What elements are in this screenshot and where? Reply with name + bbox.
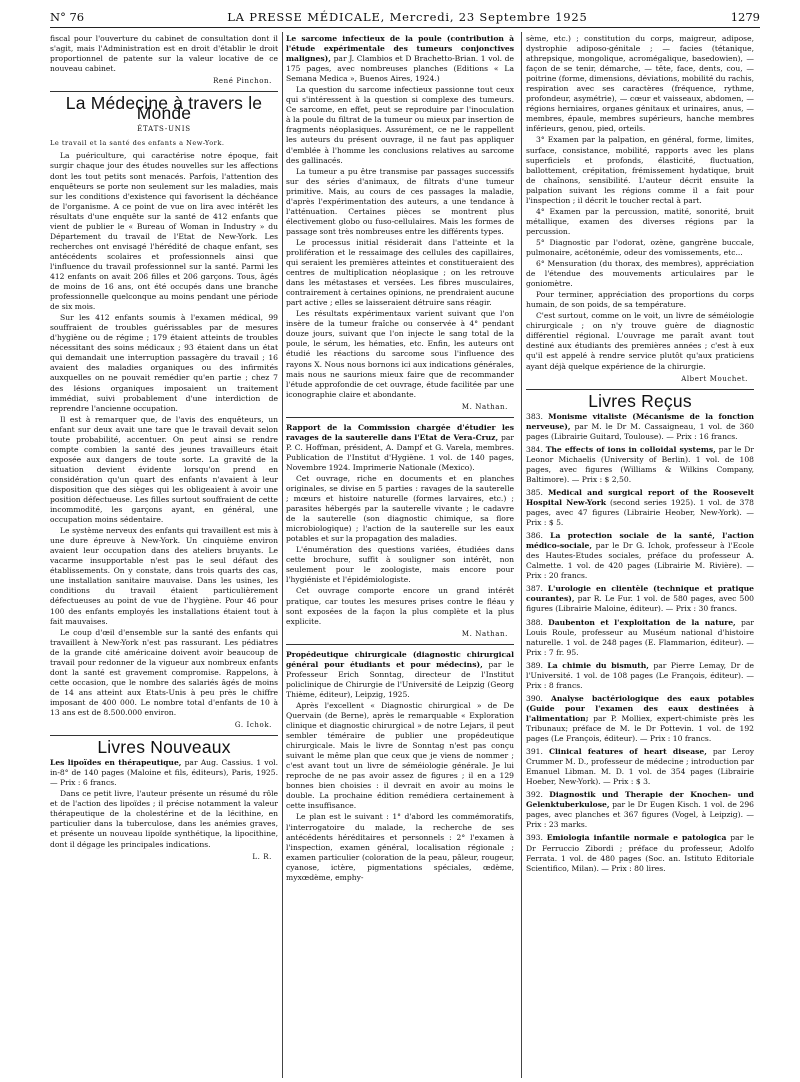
review-continuation: sème, etc.) ; constitution du corps, maigreur, adipose, dystrophie adiposo-génitale ; — facies (tétanique, athrepsique, mongolique, acromégalique, basedowien), — façon de se tenir, démarche, — tête, face, dents, cou, — poitrine (forme, dimensions, déviations, mobilité du rachis, respiration avec ses caractères (fréquence, rythme, profondeur, asymétrie), — cœur et vaisseaux, abdomen, — régions herniaires, organes génitaux et urinaires, anus, — membres, épaule, membres supérieurs, hanche membres inférieurs, genou, pied, orteils. xyxy=(526,34,754,134)
received-book-details: par P. Molliex, expert-chimiste près les Tribunaux; préface de M. le Dr Pottevin. 1 vol. de 192 pages (Le François, éditeur). — Prix : 10 francs. xyxy=(526,713,754,744)
review-paragraph: 4° Examen par la percussion, matité, sonorité, bruit métallique, examen des diverses régions par la percussion. xyxy=(526,206,754,236)
received-book-details: par Louis Roule, professeur au Muséum national d'histoire naturelle. 1 vol. de 248 pages (E. Flammarion, éditeur). — Prix : 7 fr. 95. xyxy=(526,617,754,657)
received-book-item xyxy=(526,488,754,528)
article-paragraph: Le coup d'œil d'ensemble sur la santé des enfants qui travaillent à New-York n'est pas rassurant. Les pédiatres de la grande cité américaine doivent avoir beaucoup de travail pour redonner de la vigueur aux nombreux enfants dont la santé est gravement compromise. Rappelons, à cette occasion, que le nombre des salariés âgés de moins de 14 ans atteint aux Etats-Unis à peu près le chiffre imposant de 400 000. Le nombre total d'enfants de 10 à 13 ans est de 8.500.000 environ. xyxy=(50,627,278,717)
review-paragraph: Le plan est le suivant : 1° d'abord les commémoratifs, l'interrogatoire du malade, la recherche de ses antécédents héréditaires et personnels : 2° l'examen à l'inspection, examen général, localisation régionale ; examen particulier (coloration de la peau, pâleur, rougeur, cyanose, ictère, pigmentations spéciales, œdème, myxœdème, emphy- xyxy=(286,812,514,882)
column-1 xyxy=(50,34,278,1078)
received-book-details: par Leroy Crummer M. D., professeur de médecine ; introduction par Emanuel Libman. M. D. 1 vol. de 354 pages (Librairie Hoeber, New-York). — Prix : $ 3. xyxy=(526,747,754,787)
article-rubric: Le travail et la santé des enfants a New-York. xyxy=(50,139,225,148)
received-books-list xyxy=(526,412,754,874)
review-1-meta: par J. Clambios et D Brachetto-Brian. 1 vol. de 175 pages, avec nombreuses planches (Editions « La Semana Medica », Buenos Aires, 1924.) xyxy=(286,54,514,84)
received-book-item xyxy=(526,618,754,658)
book-entry xyxy=(50,758,278,788)
book-meta: par Aug. Cassius. 1 vol. in-8° de 140 pages (Maloine et fils, éditeurs), Paris, 1925. — Prix : 6 francs. xyxy=(50,758,278,788)
received-book-number: 388. xyxy=(526,617,543,627)
article-signature: G. Ichok. xyxy=(234,721,272,730)
review-2-meta: par P. C. Hoffman, président, A. Dampf et G. Varela, membres. Publication de l'Institut d'Hygiène. 1 vol. de 140 pages, Novembre 1924. Imprimerie Nationale (Mexico). xyxy=(286,432,514,472)
received-book-number: 387. xyxy=(526,584,543,594)
received-book-details: (second series 1925). 1 vol. de 378 pages, avec 47 figures (Librairie Heober, New-York). — Prix : $ 5. xyxy=(526,498,754,528)
received-book-title: Monisme vitaliste (Mécanisme de la fonction nerveuse), xyxy=(526,411,754,431)
review-paragraph: 6° Mensuration (du thorax, des membres), appréciation de l'étendue des mouvements articulaires par le goniomètre. xyxy=(526,259,754,289)
received-book-item xyxy=(526,412,754,442)
received-book-details: par le Dr Ferruccio Zibordi ; préface du professeur, Adolfo Ferrata. 1 vol. de 480 pages (Soc. an. Istituto Editoriale Scientifico, Milan). — Prix : 80 lires. xyxy=(526,833,754,873)
review-paragraph: La question du sarcome infectieux passionne tout ceux qui s'intéressent à la question si complexe des tumeurs. Ce sarcome, en effet, peut se reproduire par l'inoculation à la poule du filtrat de la tumeur ou mieux par insertion de fragments néoplasiques. Assurément, ce ne le rappellent les auteurs du présent ouvrage, il ne faut pas appliquer d'emblée à l'homme les conclusions relatives au sarcome des gallinacés. xyxy=(286,85,514,165)
received-book-details: par le Dr Leonor Michaelis (University of Berlin). 1 vol. de 108 pages, avec figures (Williams & Wilkins Company, Baltimore). — Prix : $ 2,50. xyxy=(526,444,754,484)
review-paragraph: Cet ouvrage comporte encore un grand intérêt pratique, car toutes les mesures prises contre le fléau y sont exposées de la façon la plus complète et la plus explicite. xyxy=(286,586,514,626)
review-2-heading xyxy=(286,423,514,473)
received-book-item xyxy=(526,661,754,691)
review-paragraph: Cet ouvrage, riche en documents et en planches originales, se divise en 5 parties : ravages de la sauterelle ; mœurs et histoire naturelle (formes larvaires, etc.) ; parasites hébergés par la sauterelle vivante ; le cadavre de la sauterelle (son diagnostic chimique, sa flore microbiologique) ; l'action de la sauterelle sur les eaux potables et sur la propagation des maladies. xyxy=(286,473,514,544)
received-book-title: Emiologia infantile normale e patologica xyxy=(546,833,727,843)
received-book-number: 384. xyxy=(526,444,543,454)
review-1-title: Le sarcome infectieux de la poule (contribution à l'étude expérimentale des tumeurs conjonctives malignes), xyxy=(286,34,514,64)
received-book-details: par M. le Dr M. Cassaigneau, 1 vol. de 360 pages (Librairie Guitard, Toulouse). — Prix : 16 francs. xyxy=(526,421,754,441)
review-3-title: Propédeutique chirurgicale (diagnostic chirurgical général pour étudiants et pour médecins), xyxy=(286,649,514,669)
intro-paragraph: fiscal pour l'ouverture du cabinet de consultation dont il s'agit, mais l'Administration est en droit d'établir le droit proportionnel de patente sur la valeur locative de ce nouveau cabinet. xyxy=(50,34,278,74)
article-paragraph: Le système nerveux des enfants qui travaillent est mis à une dure épreuve à New-York. Un cinquième environ avaient leur occupation dans des ateliers bruyants. Le vacarme insupportable n'est pas le seul défaut des établissements. On y constate, dans trois quarts des cas, une installation sanitaire mauvaise. Dans les usines, les conditions du travail étaient particulièrement défectueuses au point de vue de l'hygiène. Pour 46 pour 100 des enfants employés les installations étaient tout à fait mauvaises. xyxy=(50,526,278,626)
received-book-title: Medical and surgical report of the Roosevelt Hospital New-York xyxy=(526,487,754,508)
review-paragraph: La tumeur a pu être transmise par passages successifs sur des séries d'animaux, de filtrats d'une tumeur primitive. Mais, au cours de ces passages la maladie, d'après l'expérimentation des auteurs, a une tendance à l'atténuation. Certaines pièces se montrent plus électivement globo ou fuso-cellulaires. Mais les formes de passage sont très nombreuses entre les différents types. xyxy=(286,166,514,236)
received-book-number: 391. xyxy=(526,747,543,757)
received-book-title: La protection sociale de la santé, l'action médico-sociale, xyxy=(526,531,754,551)
review-paragraph: 5° Diagnostic par l'odorat, ozène, gangrène buccale, pulmonaire, acétonémie, odeur des vomissements, etc... xyxy=(526,237,754,257)
review-1-signature: M. Nathan. xyxy=(461,402,508,411)
received-book-number: 383. xyxy=(526,411,543,421)
article-paragraph: Sur les 412 enfants soumis à l'examen médical, 99 souffraient de troubles guérissables par de mesures d'hygiène ou de régime ; 179 étaient atteints de troubles nécessitant des soins médicaux ; 93 étaient dans un état qui demandait une interruption passagère du travail ; 16 avaient des maladies organiques ou des infirmités auxquelles on ne pouvait remédier qu'en partie ; chez 7 des lésions organiques imposaient un traitement immédiat, suivi probablement d'une interdiction de reprendre l'ancienne occupation. xyxy=(50,313,278,413)
received-book-number: 385. xyxy=(526,487,543,497)
received-book-details: par le Dr Eugen Kisch. 1 vol. de 296 pages, avec planches et 367 figures (Vogel, à Leipzig). — Prix : 23 marks. xyxy=(526,800,754,830)
review-paragraph: C'est surtout, comme on le voit, un livre de séméiologie chirurgicale ; on n'y trouve guère de diagnostic différentiel régional. L'ouvrage me paraît avant tout destiné aux étudiants des premières années ; c'est à eux qu'il est appelé à rendre service plutôt qu'aux praticiens ayant déjà quelque expérience de la chirurgie. xyxy=(526,311,754,371)
journal-title: LA PRESSE MÉDICALE, Mercredi, 23 Septembre 1925 xyxy=(227,10,588,24)
column-divider-1 xyxy=(282,32,283,1078)
review-paragraph: 3° Examen par la palpation, en général, forme, limites, surface, consistance, mobilité, rapports avec les plans superficiels et profonds, élasticité, fluctuation, ballottement, crépitation, frémissement hydatique, bruit de chaînons, sensibilité. L'auteur décrit ensuite la palpation suivant les régions comme il a fait pour l'inspection ; il décrit le toucher rectal à part. xyxy=(526,135,754,205)
divider xyxy=(50,735,278,736)
received-book-item xyxy=(526,747,754,787)
received-book-title: Clinical features of heart disease, xyxy=(548,747,707,757)
divider xyxy=(526,389,754,390)
received-book-title: Diagnostik und Therapie der Knochen- und Gelenktuberkulose, xyxy=(526,790,754,810)
received-book-title: La chimie du bismuth, xyxy=(547,660,649,670)
review-3-signature: Albert Mouchet. xyxy=(681,374,748,383)
section-subtitle: ÉTATS-UNIS xyxy=(137,125,191,134)
review-3-meta: par le Professeur Erich Sonntag, directeur de l'Institut policlinique de Chirurgie de l'Université de Leipzig (Georg Thième, éditeur), Leipzig, 1925. xyxy=(286,659,514,699)
received-book-title: The effects of ions in colloidal systems, xyxy=(545,444,716,454)
received-book-details: par Pierre Lemay, Dr de l'Université. 1 vol. de 108 pages (Le François, éditeur). — Prix : 8 francs. xyxy=(526,660,754,690)
review-1-heading xyxy=(286,34,514,84)
received-book-item xyxy=(526,694,754,744)
divider xyxy=(286,644,514,645)
section-title-medecine: La Médecine à travers le Monde xyxy=(65,93,263,124)
received-book-number: 386. xyxy=(526,531,543,541)
page-header xyxy=(50,8,760,26)
book-signature: L. R. xyxy=(252,852,272,861)
review-2-signature: M. Nathan. xyxy=(461,629,508,638)
received-book-number: 392. xyxy=(526,790,543,800)
received-book-item xyxy=(526,790,754,830)
review-paragraph: Le processus initial résiderait dans l'atteinte et la prolifération et le ressaimage des cellules des capillaires, qui seraient les premières atteintes et constitueraient des centres de multiplication néoplasique ; on les retrouve dans les métastases et versées. Les fibres musculaires, contrairement à certaines opinions, ne prendraient aucune part active ; elles se laisseraient détruire sans réagir. xyxy=(286,237,514,308)
header-rule xyxy=(50,27,760,28)
article-paragraph: Il est à remarquer que, de l'avis des enquêteurs, un enfant sur deux avait une tare que le travail devait selon toute probabilité, accentuer. On peut ainsi se rendre compte combien la santé des jeunes travailleurs était exposée aux dangers de toute sorte. La gravité de la situation devient évidente lorsqu'on prend en considération qu'un quart des enfants n'avaient à leur disposition que des sièges qui les obligeaient à avoir une position défectueuse. Les filles surtout souffraient de cette incommodité, les garçons ayant, en général, une occupation moins sédentaire. xyxy=(50,414,278,525)
review-3-heading xyxy=(286,650,514,700)
issue-number: N° 76 xyxy=(50,10,85,24)
section-title-livres-recus: Livres Reçus xyxy=(588,390,692,411)
received-book-details: par le Dr G. Ichok, professeur à l'Ecole des Hautes-Etudes sociales, préface du professeur A. Calmette. 1 vol. de 420 pages (Librairie M. Rivière). — Prix : 20 francs. xyxy=(526,541,754,581)
received-book-item xyxy=(526,531,754,581)
review-paragraph: Pour terminer, appréciation des proportions du corps humain, de son poids, de sa température. xyxy=(526,290,754,310)
review-2-title: Rapport de la Commission chargée d'étudier les ravages de la sauterelle dans l'Etat de Vera-Cruz, xyxy=(286,422,514,442)
divider xyxy=(286,417,514,418)
intro-signature: René Pinchon. xyxy=(213,77,272,86)
received-book-number: 389. xyxy=(526,660,543,670)
review-paragraph: Après l'excellent « Diagnostic chirurgical » de De Quervain (de Berne), après le remarquable « Exploration clinique et diagnostic chirurgical » de notre Lejars, il peut sembler téméraire de publier une propédeutique chirurgicale. Mais le livre de Sonntag n'est pas conçu suivant le même plan que ceux que je viens de nommer ; c'est avant tout un livre de séméiologie générale. Je lui reproche de ne pas avoir assez de figures ; il en a 129 bonnes bien choisies : il devrait en avoir au moins le double. La prochaine édition remédiera certainement à cette insuffisance. xyxy=(286,700,514,811)
section-title-livres-nouveaux: Livres Nouveaux xyxy=(97,737,231,758)
received-book-item xyxy=(526,445,754,485)
column-3 xyxy=(526,34,754,1078)
review-paragraph: L'énumération des questions variées, étudiées dans cette brochure, suffit à souligner son intérêt, non seulement pour le zoologiste, mais encore pour l'hygiéniste et l'épidémiologiste. xyxy=(286,545,514,585)
received-book-item xyxy=(526,833,754,873)
review-paragraph: Les résultats expérimentaux varient suivant que l'on insère de la tumeur fraîche ou conservée à 4° pendant douze jours, suivant que l'on injecte le sang total de la poule, le sérum, les hématies, etc. Enfin, les auteurs ont étudié les réactions du sarcome sous l'influence des rayons X. Nous nous bornons ici aux indications générales, mais nous ne saurions mieux faire que de recommander l'étude approfondie de cet ouvrage, étude facilitée par une iconographie claire et abondante. xyxy=(286,309,514,399)
column-divider-2 xyxy=(521,32,522,1078)
article-paragraph: La puériculture, qui caractérise notre époque, fait surgir chaque jour des études nouvelles sur les affections dont les tout petits sont menacés. Parfois, l'attention des enquêteurs se porte non seulement sur les maladies, mais sur les conditions d'existence qui favorisent la déchéance de l'organisme. A ce point de vue on lira avec intérêt les résultats d'une enquête sur la santé de 412 enfants que vient de publier le « Bureau of Woman in Industry » du Département du travail de l'Etat de New-York. Les recherches ont envisagé l'hérédité de chaque enfant, ses antécédents scolaires et professionnels ainsi que l'influence du travail professionnel sur la santé. Parmi les 412 enfants on avait 206 filles et 206 garçons. Tous, âgés de moins de 16 ans, ont été occupés dans une branche professionnelle quelconque au moins pendant une période de six mois. xyxy=(50,151,278,312)
divider xyxy=(50,91,278,92)
book-review: Dans ce petit livre, l'auteur présente un résumé du rôle et de l'action des lipoïdes ; il précise notamment la valeur thérapeutique de la cholestérine et de la lécithine, en particulier dans la tuberculose, dans les anémies graves, et présente un nouveau lipoïde synthétique, la lipocithine, dont il dégage les principales indications. xyxy=(50,789,278,849)
book-title: Les lipoïdes en thérapeutique, xyxy=(50,758,182,768)
received-book-number: 393. xyxy=(526,833,543,843)
received-book-title: Analyse bactériologique des eaux potables (Guide pour l'examen des eaux destinées à l'alimentation; xyxy=(526,693,754,723)
received-book-item xyxy=(526,584,754,614)
page-number: 1279 xyxy=(730,10,760,24)
received-book-details: par R. Le Fur. 1 vol. de 580 pages, avec 500 figures (Librairie Maloine, éditeur). — Prix : 30 francs. xyxy=(526,594,754,614)
received-book-title: Daubenton et l'exploitation de la nature, xyxy=(548,617,736,627)
received-book-title: L'urologie en clientèle (technique et pratique courantes), xyxy=(526,584,754,604)
received-book-number: 390. xyxy=(526,693,543,703)
column-2 xyxy=(286,34,514,1078)
